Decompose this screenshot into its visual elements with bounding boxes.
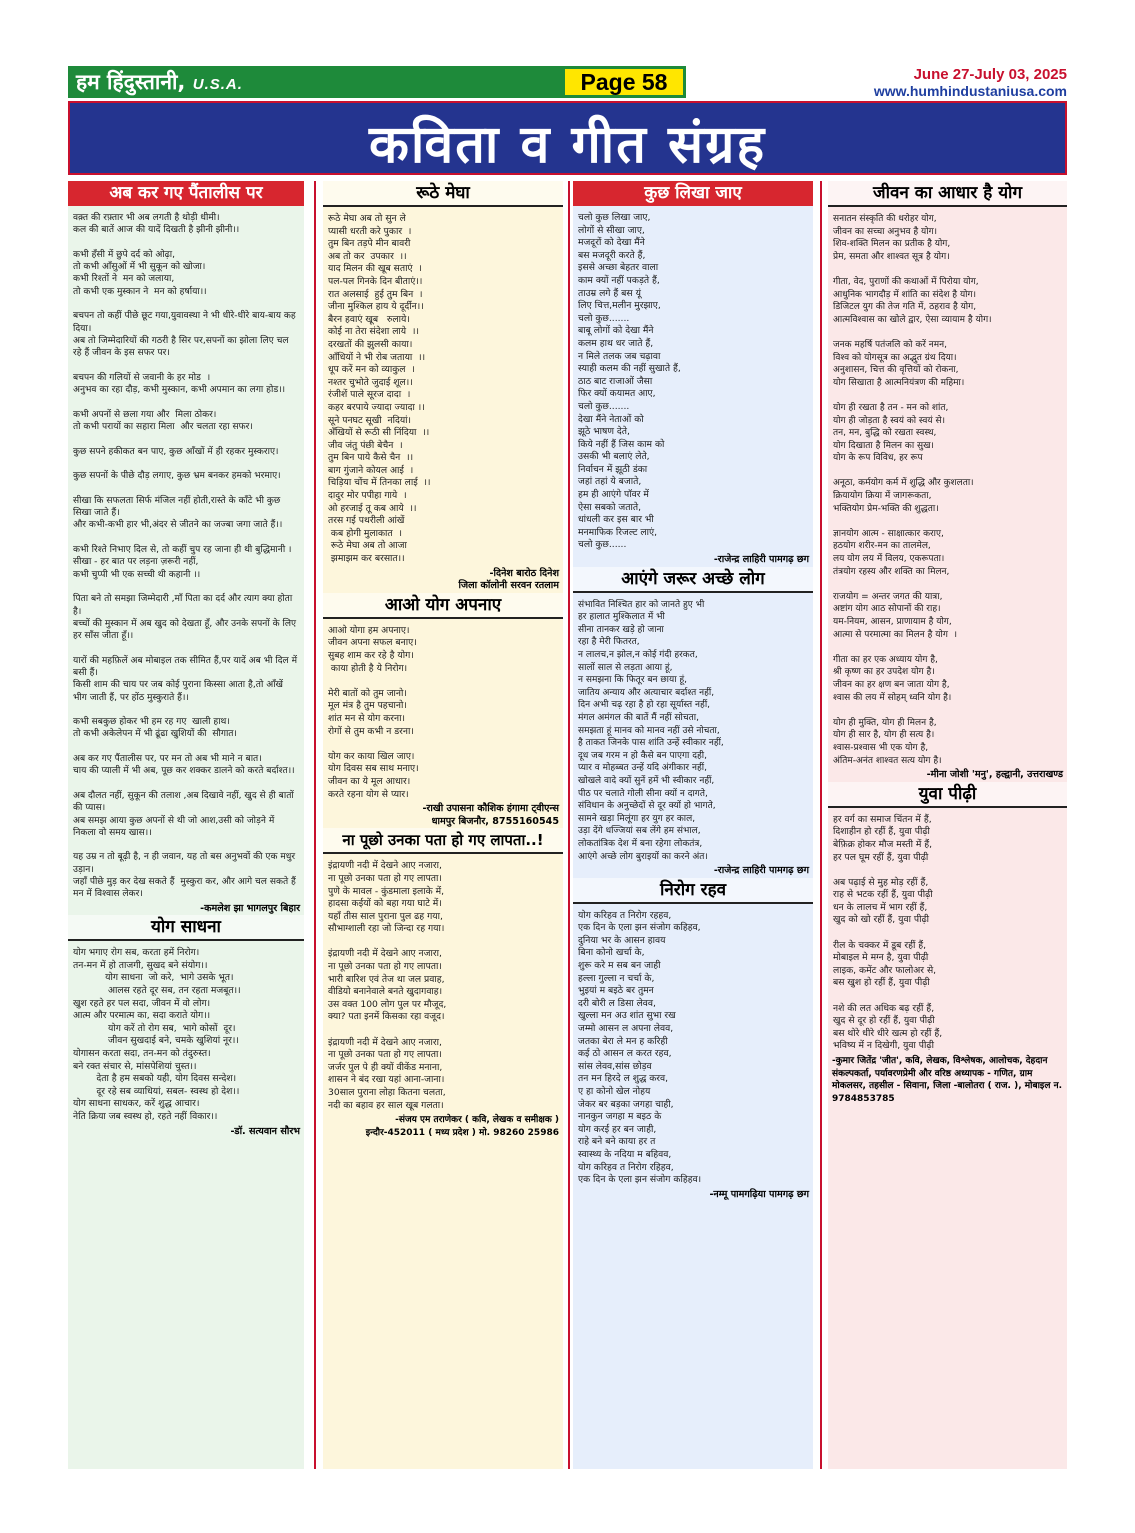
poem-title: आएंगे जरूर अच्छे लोग: [573, 567, 813, 593]
poem-text: हर वर्ग का समाज चिंतन में हैं, दिशाहीन हो रहीं हैं, युवा पीढ़ी बेफ़िक्र होकर मौज मस्ती में हैं, हर पल घूम रहीं हैं, युवा पीढ़ी अब पढ़ाई से मुह मोड़ रहीं हैं, राह से भटक रहीं हैं, युवा पीढ़ी धन के लालच में भाग रहीं हैं, खुद को खो रहीं हैं, युवा पीढ़ी रील के चक्कर में डूब रहीं हैं, मोबाइल मे मग्न है, युवा पीढ़ी लाइक, कमेंट और फालोअर से, बस खुश हो रहीं हैं, युवा पीढ़ी नशे की लत अधिक बढ़ रहीं हैं, खुद से दूर हो रहीं हैं, युवा पीढ़ी बस थोरे धीरे धीरे खत्म हो रहीं हैं, भविष्य में न दिखेगी, युवा पीढ़ी: [833, 813, 943, 1052]
poem-author: -कुमार जितेंद्र 'जीत', कवि, लेखक, विश्लेषक, आलोचक, देहदान संकल्पकर्ता, पर्यावरणप्रेमी और वरिष्ठ अध्यापक - गणित, ग्राम मोकलसर, तहसील - सिवाना, जिला -बालोतरा ( राज. ), मोबाइल न. 9784853785: [832, 1056, 1066, 1104]
page-number: Page 58: [565, 69, 683, 95]
website-link[interactable]: www.humhindustaniusa.com: [873, 83, 1067, 99]
poem-text: आओ योगा हम अपनाए। जीवन अपना सफल बनाए। सुबह शाम कर रहे है योग। काया होती है ये निरोग। मेरी बातों को तुम जानो। मूल मंत्र है तुम पहचानो। शांत मन से योग करना। रोगों से तुम कभी न डरना। योग कर काया खिल जाए। योग दिवस सब साथ मनाए। जीवन का ये मूल आधार। करते रहना योग से प्यार।: [328, 624, 419, 800]
section-title: कविता व गीत संग्रह: [368, 115, 767, 175]
poem-title: अब कर गए पैंतालीस पर: [68, 181, 304, 206]
poem-text: चलो कुछ लिखा जाए, लोगों से सीखा जाए, मजदूरों को देखा मैंने बस मजदूरी करते हैं, इससे अच्छा बेहतर वाला काम क्यों नहीं पकड़ते हैं, ताउम्र लगे हैं बस यूं लिए चित्त,मलीन मुरझाए, चलो कुछ....... बाबू लोगों को देखा मैंने कलम हाथ धर जाते हैं, न मिले तलक जब चढ़ावा स्याही कलम की नहीं सुखाते हैं, ठाठ बाट राजाओं जैसा फिर क्यों कयामत आए, चलो कुछ....... देखा मैंने नेताओं को झूठे भाषण देते, किये नहीं हैं जिस काम को उसकी भी बलाएं लेते, निर्वाचन में झूठी डंका जहां तहां ये बजाते, हम ही आएंगे पाॅवर में ऐसा सबको जताते, धांधली कर इस बार भी मनमाफिक रिजल्ट लाएं, चलो कुछ......: [578, 212, 681, 551]
brand-name: हम हिंदुस्तानी, U.S.A.: [76, 70, 243, 94]
poem-text: सनातन संस्कृति की धरोहर योग, जीवन का सच्चा अनुभव है योग। शिव-शक्ति मिलन का प्रतीक है योग, प्रेम, समता और शाश्वत सूत्र है योग। गीता, वेद, पुराणों की कथाओं में पिरोया योग, आधुनिक भागदौड़ में शांति का संदेश है योग। डिजिटल युग की तेज गति में, ठहराव है योग, आत्मविश्वास का खोले द्वार, ऐसा व्यायाम है योग। जनक महर्षि पतंजलि को करें नमन, विश्व को योगसूत्र का अद्भुत ग्रंथ दिया। अनुशासन, चित्त की वृत्तियों को रोकना, योग सिखाता है आत्मनियंत्रण की महिमा। योग ही रखता है तन - मन को शांत, योग ही जोड़ता है स्वयं को स्वयं से। तन, मन, बुद्धि को रखता स्वस्थ, योग दिखाता है मिलन का सुख। योग के रूप विविध, हर रूप अनूठा, कर्मयोग कर्म में शुद्धि और कुशलता। क्रियायोग क्रिया में जागरूकता, भक्तियोग प्रेम-भक्ति की शुद्धता। ज्ञानयोग आत्म - साक्षात्कार कराए, हठयोग शरीर-मन का तालमेल, लय योग लय में विलय, एकरूपता। तंत्रयोग रहस्य और शक्ति का मिलन, राजयोग = अन्तर जगत की यात्रा, अष्टांग योग आठ सोपानों की राह। यम-नियम, आसन, प्राणायाम है योग, आत्मा से परमात्मा का मिलन है योग । गीता का हर एक अध्याय योग है, श्री कृष्ण का हर उपदेश योग है। जीवन का हर क्षण बन जाता योग है, श्वास की लय में सोहम् ध्वनि योग है। योग ही मुक्ति, योग ही मिलन है, योग ही सार है, योग ही सत्य है। श्वास-प्रश्वास भी एक योग है, अंतिम-अनंत शाश्वत सत्य योग है।: [833, 214, 992, 766]
poem-title: कुछ लिखा जाए: [573, 181, 813, 206]
date-block: [874, 66, 1067, 100]
poem-author: -राजेन्द्र लाहिरी पामगढ़ छग: [713, 865, 809, 877]
poem-text: योग करिहव त निरोग रहहव, एक दिन के एला झन संजोग कहिहव, दुनिया भर के आसन हावय बिना कोनो खर्चा के, शुरू करे म सब बन जाही हल्ला गुल्ला न चर्चा के, भुइयां म बइठे बर तुमन दरी बोरी ल डिसा लेवव, खुल्ला मन अउ शांत सुभा रख जम्मो आसन ल अपना लेवव, जतका बेरा ले मन ह करिही कई ठो आसन ल करत रहव, सांस लेवव,सांस छोड़व तन मन हिरदे ल शुद्ध करव, ए हा कोनो खेल नोहय जेकर बर बड़का जगहा चाही, नानकुन जगहा म बइठ के योग करई हर बन जाही, राहे बने बने काया हर त स्वास्थ्य के नदिया म बहिवव, योग करिहव त निरोग रहिहव, एक दिन के एला झन संजोग कहिहव।: [578, 909, 702, 1186]
poem-text: रूठे मेघा अब तो सुन ले प्यासी धरती करे पुकार । तुम बिन तड़पे मीन बावरी अब तो कर उपकार ।। याद मिलन की खूब सताएं । पल-पल गिनके दिन बीताएं।। रात अलसाई हुई तुम बिन । जीना मुश्किल हाय ये दूर्दीन।। बैरन हवाएं खूब रुलाये। कोई ना तेरा संदेशा लाये ।। दरखतों की झुलसी काया। आँधियों ने भी रोब जताया ।। धूप करें मन को व्याकुल । नश्तर चुभोते जुदाई शूल।। रंजीशें पाले सूरज दादा । कहर बरपाये ज्यादा ज्यादा ।। सूने पनघट सूखी नदियां। अँखियों से रूठी सी निंदिया ।। जीव जंतु पंछी बेचैन । तुम बिन पाये कैसे चैन ।। बाग गुंजाने कोयल आई । चिड़िया चोंच में तिनका लाई ।। दादुर मोर पपीहा गाये । ओ हरजाई तू कब आये ।। तरस गई पथरीली आंखें कब होगी मुलाकात । रूठे मेघा अब तो आजा झमाझम कर बरसात।।: [328, 213, 431, 565]
column-1: [68, 181, 304, 1469]
poem-author: -कमलेश झा भागलपुर बिहार: [200, 902, 300, 914]
column-divider: [314, 181, 316, 1469]
poem-title: युवा पीढ़ी: [828, 782, 1067, 808]
poem-text: वक़्त की रफ़्तार भी अब लगती है थोड़ी धीमी। कल की बातें आज की यादें दिखती है झीनी झीनी।। कभी हँसी में छुपे दर्द को ओढ़ा, तो कभी आँसुओं में भी सुकून को खोजा। कभी रिश्तों ने मन को जलाया, तो कभी एक मुस्कान ने मन को हर्षाया।। बचपन तो कहीं पीछे छूट गया,युवावस्था ने भी धीरे-धीरे बाय-बाय कह दिया। अब तो जिम्मेदारियों की गठरी है सिर पर,सपनों का झोला लिए चल रहे हैं जीवन के इस सफर पर। बचपन की गलियों से जवानी के हर मोड । अनुभव का रहा दौड़, कभी मुस्कान, कभी अपमान का लगा होड।। कभी अपनों से छला गया और मिला ठोकर। तो कभी परायों का सहारा मिला और चलता रहा सफर। कुछ सपने हकीकत बन पाए, कुछ आँखों में ही रहकर मुस्कराए। कुछ सपनों के पीछे दौड़ लगाए, कुछ भ्रम बनकर हमको भरमाए। सीखा कि सफलता सिर्फ मंजिल नहीं होती,रास्ते के काँटे भी कुछ सिखा जाते हैं। और कभी-कभी हार भी,अंदर से जीतने का जज्बा जगा जाते हैं।। कभी रिश्ते निभाए दिल से, तो कहीं चुप रह जाना ही थी बुद्धिमानी । सीखा - हर बात पर लड़ना ज़रूरी नहीं, कभी चुप्पी भी एक सच्ची थी कहानी ।। पिता बने तो समझा जिम्मेदारी ,माँ पिता का दर्द और त्याग क्या होता है। बच्चों की मुस्कान में अब खुद को देखता हूँ, और उनके सपनों के लिए हर साँस जीता हूँ।। यारों की महफ़िलें अब मोबाइल तक सीमित हैं,पर यादें अब भी दिल में बसी हैं। किसी शाम की चाय पर जब कोई पुराना किस्सा आता है,तो आँखें भीग जाती हैं, पर होंठ मुस्कुराते हैं।। कभी सबकुछ होकर भी हम रह गए खाली हाथ। तो कभी अकेलेपन में भी ढूंढा खुशियों की सौगात। अब कर गए पैंतालीस पर, पर मन तो अब भी माने न बात। चाय की प्याली में भी अब, पूछ कर शक्कर डालने को करते बर्दाश्त।। अब दौलत नहीं, सुकून की तलाश ,अब दिखावे नहीं, खुद से ही बातों की प्यास। अब समझ आया कुछ अपनों से थी जो आश,उसी को जोड़ने में निकला वो समय खास।। यह उम्र न तो बूढ़ी है, न ही जवान, यह तो बस अनुभवों की एक मधुर उड़ान। जहाँ पीछे मुड़ कर देख सकते हैं मुस्कुरा कर, और आगे चल सकते हैं मन में विश्वास लेकर।: [73, 213, 298, 900]
poem-title: आओ योग अपनाए: [323, 593, 563, 619]
poem-author: -नम्मू पामगढ़िया पामगढ़ छग: [709, 1188, 809, 1200]
column-3: [573, 181, 813, 1469]
column-divider: [820, 181, 822, 1469]
poem-text: संभावित निश्चित हार को जानते हुए भी हर हालात मुश्किलात में भी सीना तानकर खड़े हो जाना रहा है मेरी फितरत, न लालच,न झोल,न कोई गंदी हरकत, सालों साल से लड़ता आया हूं, न समझना कि फितूर बन छाया हूं, जातिय अन्याय और अत्याचार बर्दाश्त नहीं, दिन अभी चढ़ रहा है हो रहा सूर्यास्त नहीं, मंगल अमंगल की बातें मैं नहीं सोचता, समझता हूं मानव को मानव नहीं उसे नोचता, है ताकत जिनके पास शांति उन्हें स्वीकार नहीं, दूध जब गरम न हो कैसे बन पाएगा दही, प्यार व मोहब्बत उन्हें यदि अंगीकार नहीं, खोखले वादे क्यों सुनें हमें भी स्वीकार नहीं, पीठ पर चलाते गोली सीना क्यों न दागते, संविधान के अनुच्छेदों से दूर क्यों हो भागते, सामने खड़ा मिलूंगा हर युग हर काल, उड़ा देंगे धज्जियां सब लेंगे हम संभाल, लोकतांत्रिक देश में बना रहेगा लोकतंत्र, आएंगे अच्छे लोग बुराइयों का करने अंत।: [578, 599, 724, 862]
poem-author: -राजेन्द्र लाहिरी पामगढ़ छग: [713, 554, 809, 566]
poem-title: निरोग रहव: [573, 878, 813, 904]
brand-suffix: U.S.A.: [192, 76, 243, 93]
poem-author: -दिनेश बारोठ दिनेश जिला कॉलोनी सरवन रतलाम: [458, 567, 559, 592]
issue-date: June 27-July 03, 2025: [913, 66, 1067, 83]
column-4: [828, 181, 1067, 1469]
poem-author: -राखी उपासना कौशिक हंगामा ट्वीएन्स धामपुर बिजनौर, 8755160545: [422, 803, 559, 827]
poem-text: योग भगाए रोग सब, करता हमें निरोग। तन-मन में हो ताजगी, सुखद बने संयोग।। योग साधना जो करे, भागे उसके भूत। आलस रहते दूर सब, तन रहता मजबूत।। खुश रहते हर पल सदा, जीवन में वो लोग। आत्म और परमात्म का, सदा कराते योग।। योग करें तो रोग सब, भागे कोसों दूर। जीवन सुखदाई बने, चमके खुशियां नूर।। योगासन करता सदा, तन-मन को तंदुरुस्त। बने रक्त संचार से, मांसपेशियां चुस्त।। देता है हम सबको यही, योग दिवस सन्देश। दूर रहे सब व्याधियां, सबल- स्वस्थ हो देश।। योग साधना साधकर, करें शुद्ध आचार। नेति क्रिया जब स्वस्थ हो, रहते नहीं विकार।।: [73, 947, 241, 1122]
column-2: [323, 181, 563, 1469]
poem-text: इंद्रायणी नदी में देखने आए नजारा, ना पूछो उनका पता हो गए लापता। पुणे के मावल - कुंडमाला इलाके में, हादसा कईयों को बहा गया घाटे में। यहाँ तीस साल पुराना पुल ढह गया, सौभाग्शाली रहा जो जिन्दा रह गया। इंद्रायणी नदी में देखने आए नजारा, ना पूछो उनका पता हो गए लापता। भारी बारिश एवं तेज था जल प्रवाह, वीडियो बनानेवाले बनते खुदागवाह। उस वक्त 100 लोग पुल पर मौजूद, क्या? पता इनमें किसका रहा वजूद। इंद्रायणी नदी में देखने आए नजारा, ना पूछो उनका पता हो गए लापता। जर्जर पुल पे ही क्यों वीकेंड मनाना, शासन ने बंद रखा यहां आना-जाना। 30साल पुराना लोहा कितना चलता, नदी का बहाव हर साल खूब गलता।: [328, 860, 447, 1111]
poem-title: ना पूछो उनका पता हो गए लापता..!: [323, 828, 563, 854]
section-masthead: [68, 101, 1067, 175]
poem-title: जीवन का आधार है योग: [828, 181, 1067, 207]
poem-author: -डॉ. सत्यवान सौरभ: [230, 1125, 300, 1137]
poem-title: रूठे मेघा: [323, 181, 563, 207]
poem-author: -मीना जोशी 'मनु', हल्द्वानी, उत्तराखण्ड: [926, 769, 1063, 781]
column-divider: [568, 181, 570, 1469]
poem-author: -संजय एम तराणेकर ( कवि, लेखक व समीक्षक ) इन्दौर-452011 ( मध्य प्रदेश ) मो. 98260 25986: [365, 1115, 559, 1138]
poem-title: योग साधना: [68, 915, 304, 941]
